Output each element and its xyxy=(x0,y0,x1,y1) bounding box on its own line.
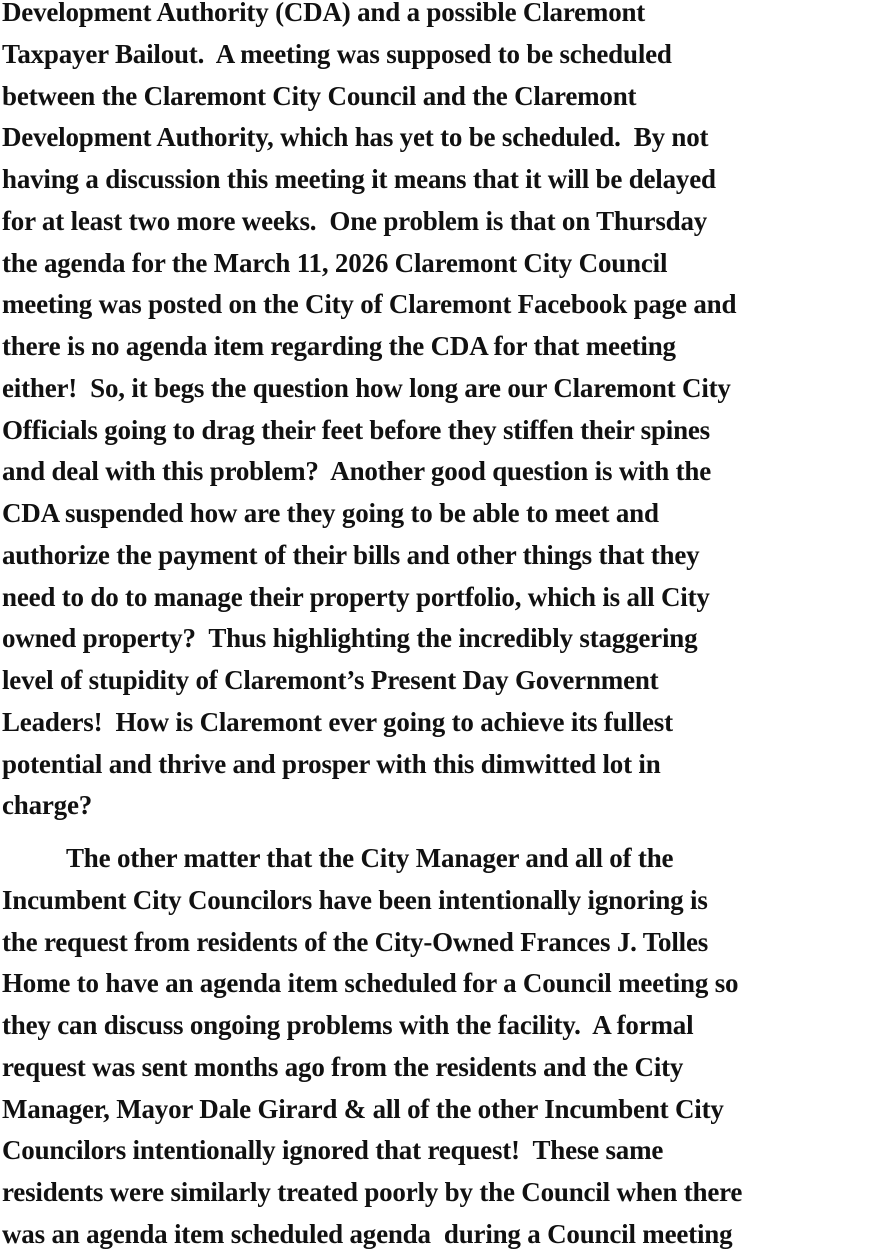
text-line: Taxpayer Bailout. A meeting was supposed to be scheduled xyxy=(2,38,672,69)
text-line: Councilors intentionally ignored that request! These same xyxy=(2,1135,664,1166)
text-line: they can discuss ongoing problems with the facility. A formal xyxy=(2,1010,694,1040)
text-line: was an agenda item scheduled agenda during a Council meeting xyxy=(2,1218,733,1249)
text-line: Incumbent City Councilors have been intentionally ignoring is xyxy=(2,884,708,915)
text-line: there is no agenda item regarding the CDA for that meeting xyxy=(2,331,676,361)
text-line: either! So, it begs the question how long are our Claremont City xyxy=(2,372,731,403)
text-line: residents were similarly treated poorly by the Council when there xyxy=(2,1177,743,1207)
text-line: potential and thrive and prosper with this dimwitted lot in xyxy=(2,748,661,779)
text-line: the agenda for the March 11, 2026 Claremont City Council xyxy=(2,247,668,278)
text-line: the request from residents of the City-Owned Frances J. Tolles xyxy=(2,926,709,957)
text-line: authorize the payment of their bills and other things that they xyxy=(2,539,700,570)
text-line: Home to have an agenda item scheduled for a Council meeting so xyxy=(2,968,739,999)
text-line: Development Authority, which has yet to be scheduled. By not xyxy=(2,122,709,153)
text-line: need to do to manage their property portfolio, which is all City xyxy=(2,581,710,612)
text-line: Development Authority (CDA) and a possible Claremont xyxy=(2,0,646,27)
text-line: and deal with this problem? Another good question is with the xyxy=(2,456,711,487)
text-line: request was sent months ago from the residents and the City xyxy=(2,1051,684,1082)
text-line: charge? xyxy=(2,790,93,821)
text-line: meeting was posted on the City of Claremont Facebook page and xyxy=(2,289,737,320)
text-line: Officials going to drag their feet before they stiffen their spines xyxy=(2,414,710,445)
paragraph-cda-bailout xyxy=(2,0,736,827)
paragraph-tolles-home xyxy=(2,838,742,1256)
text-line: Manager, Mayor Dale Girard & all of the other Incumbent City xyxy=(2,1093,724,1124)
text-line-indented: The other matter that the City Manager and all of the xyxy=(66,843,674,873)
text-line: between the Claremont City Council and the Claremont xyxy=(2,80,637,111)
text-line: level of stupidity of Claremont’s Present Day Government xyxy=(2,665,659,695)
text-line: owned property? Thus highlighting the incredibly staggering xyxy=(2,623,698,654)
text-line: for at least two more weeks. One problem is that on Thursday xyxy=(2,205,708,236)
text-line: having a discussion this meeting it means that it will be delayed xyxy=(2,164,716,194)
text-line: Leaders! How is Claremont ever going to achieve its fullest xyxy=(2,706,673,737)
text-line: CDA suspended how are they going to be able to meet and xyxy=(2,498,659,528)
